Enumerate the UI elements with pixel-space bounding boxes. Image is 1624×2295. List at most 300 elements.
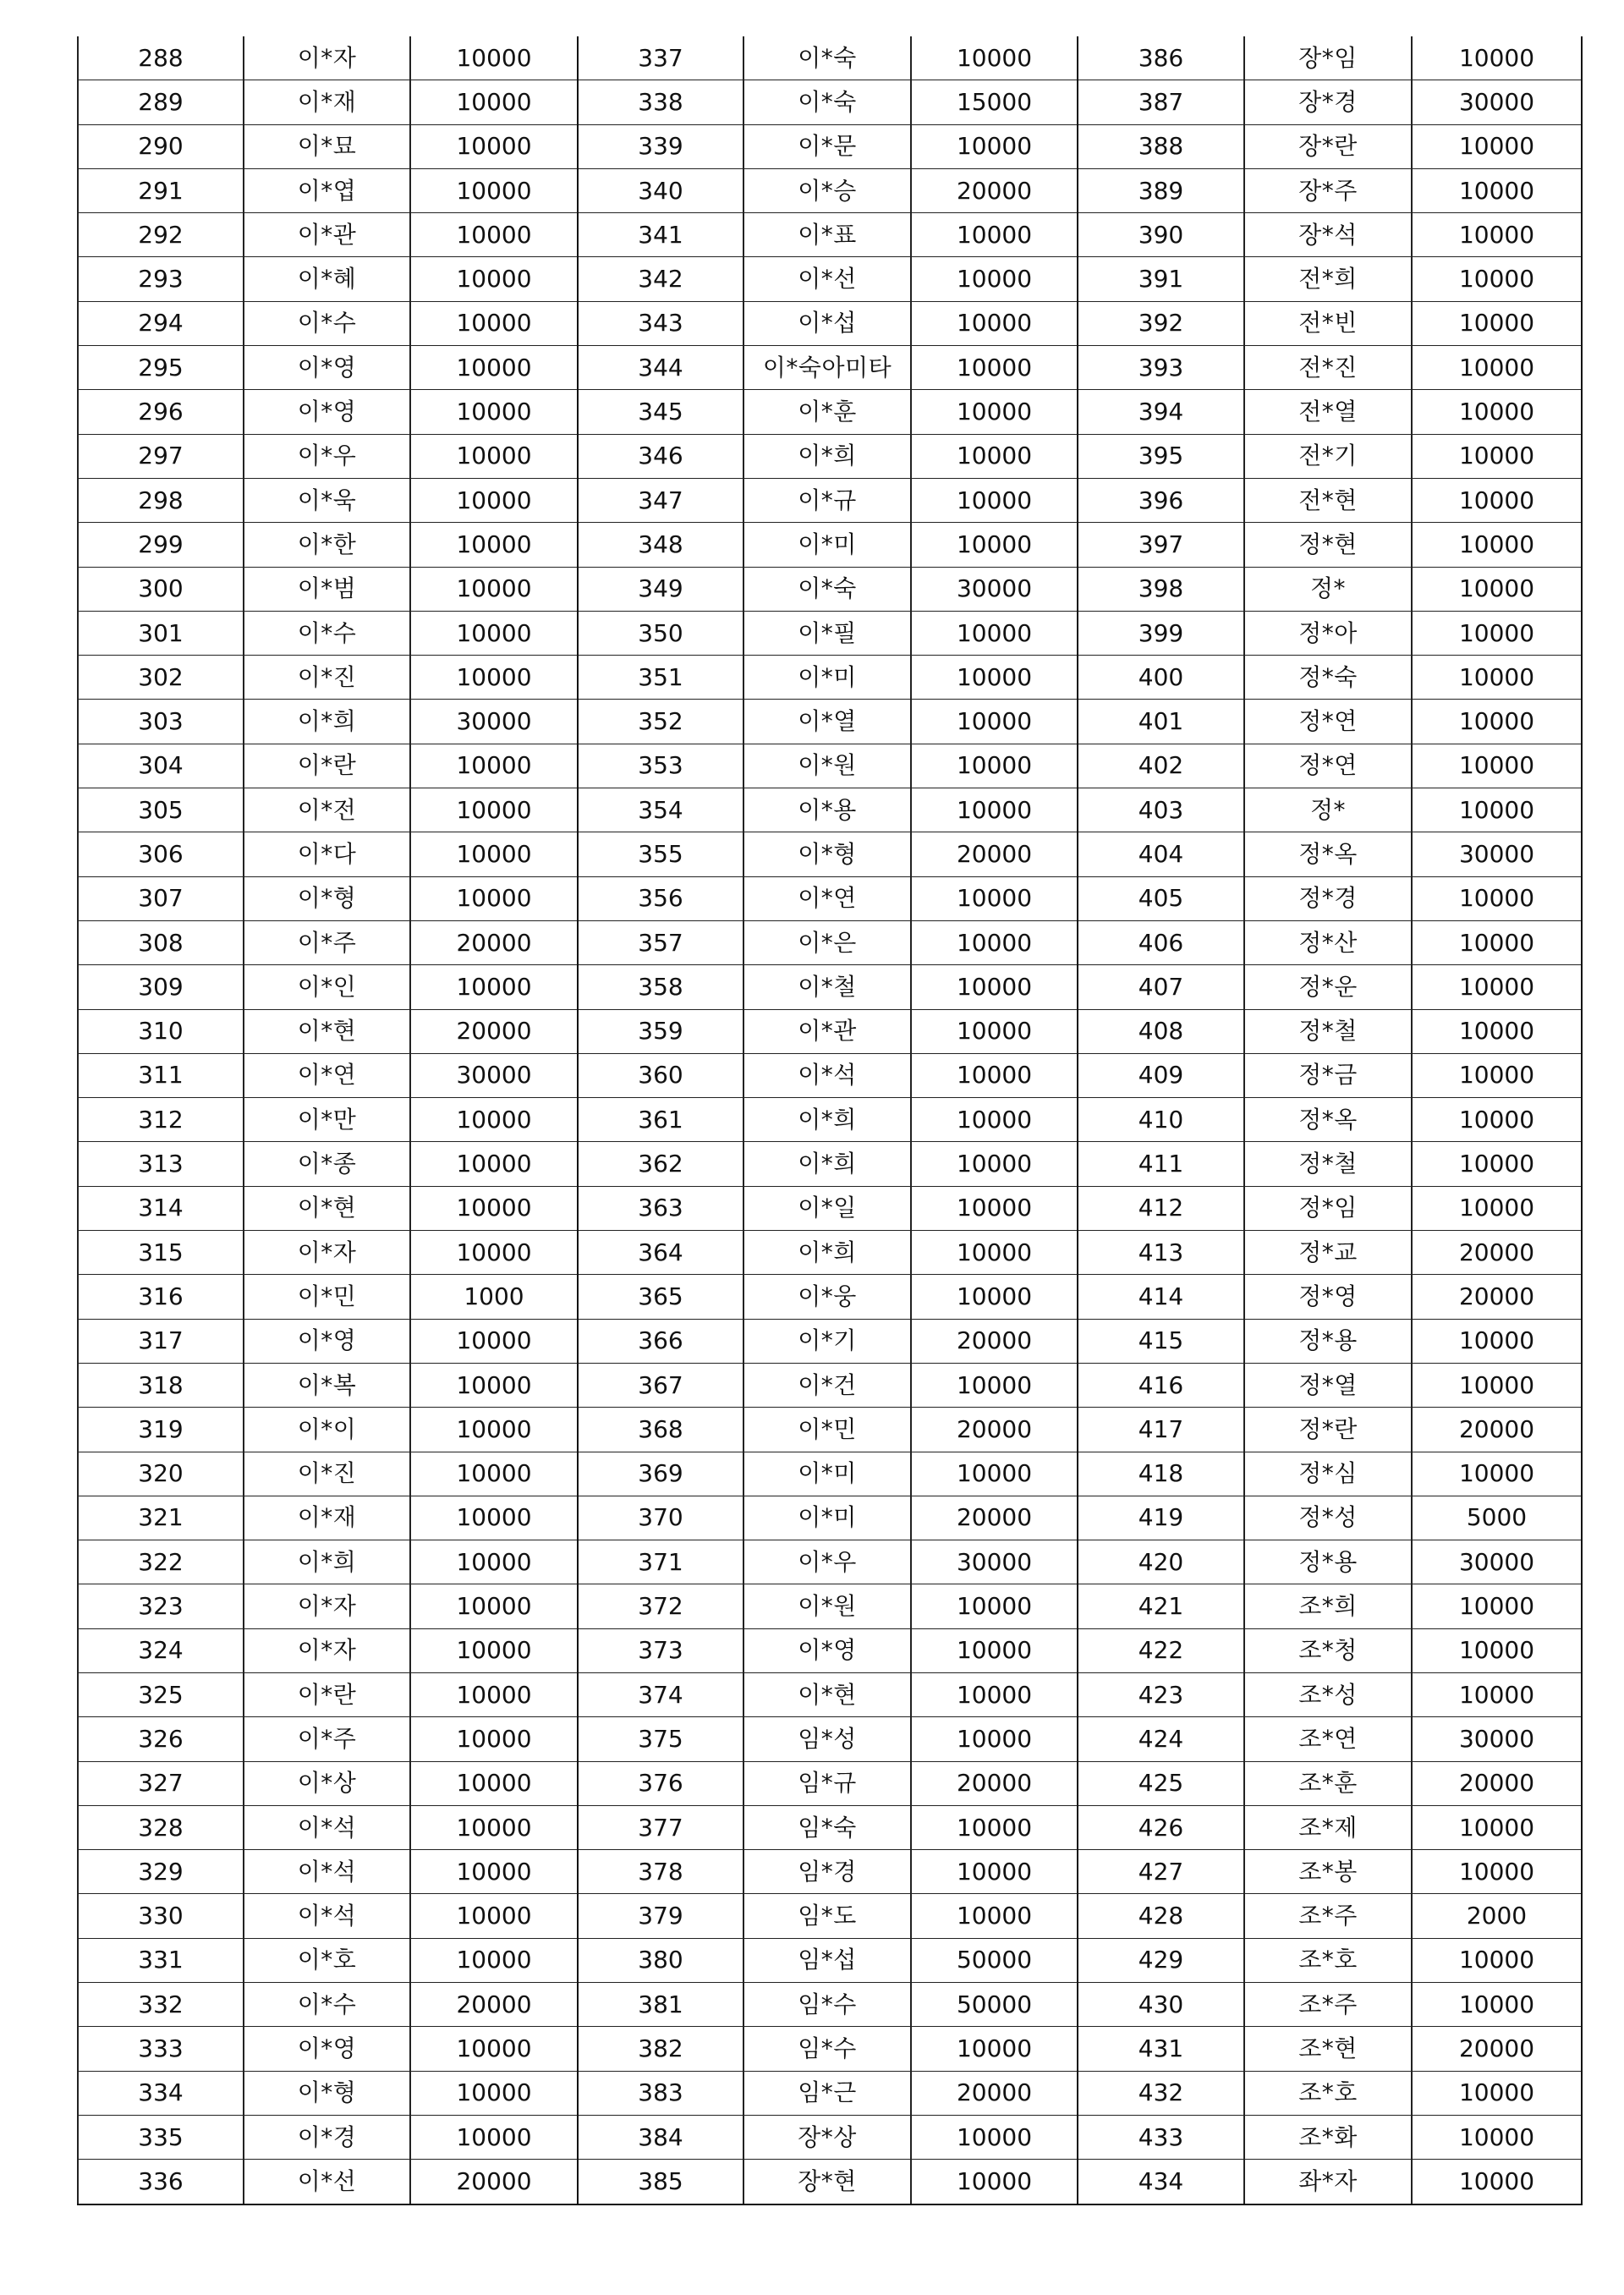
donor-number-cell: 310	[78, 1009, 244, 1053]
donor-number-cell: 351	[578, 656, 743, 700]
table-row	[78, 965, 1582, 1009]
donor-name-cell: 정*옥	[1244, 832, 1412, 876]
donation-amount-cell: 10000	[410, 1496, 578, 1540]
donor-name-cell: 정*연	[1244, 744, 1412, 788]
donation-amount-cell: 15000	[911, 80, 1078, 124]
donor-name-cell: 이*관	[743, 1009, 911, 1053]
donor-number-cell: 378	[578, 1850, 743, 1894]
donation-amount-cell: 10000	[911, 1363, 1078, 1407]
donor-number-cell: 404	[1078, 832, 1244, 876]
donor-name-cell: 정*옥	[1244, 1098, 1412, 1142]
table-row	[78, 478, 1582, 522]
donor-name-cell: 이*숙	[743, 36, 911, 80]
donor-number-cell: 337	[578, 36, 743, 80]
donor-name-cell: 이*란	[244, 1672, 410, 1716]
donation-amount-cell: 20000	[410, 1009, 578, 1053]
donor-name-cell: 정*현	[1244, 523, 1412, 567]
donor-name-cell: 정*산	[1244, 920, 1412, 964]
donor-number-cell: 356	[578, 876, 743, 920]
donation-amount-cell: 10000	[410, 832, 578, 876]
table-row	[78, 168, 1582, 212]
donor-number-cell: 401	[1078, 700, 1244, 744]
donor-name-cell: 이*인	[244, 965, 410, 1009]
donor-name-cell: 이*진	[244, 656, 410, 700]
donor-number-cell: 353	[578, 744, 743, 788]
donation-amount-cell: 1000	[410, 1275, 578, 1319]
table-row	[78, 700, 1582, 744]
donor-name-cell: 정*숙	[1244, 656, 1412, 700]
donor-name-cell: 이*원	[743, 744, 911, 788]
donation-amount-cell: 10000	[911, 1850, 1078, 1894]
table-row	[78, 656, 1582, 700]
donor-name-cell: 장*경	[1244, 80, 1412, 124]
donor-number-cell: 386	[1078, 36, 1244, 80]
table-row	[78, 1938, 1582, 1982]
donor-number-cell: 421	[1078, 1584, 1244, 1628]
donor-name-cell: 정*열	[1244, 1363, 1412, 1407]
donor-number-cell: 363	[578, 1186, 743, 1230]
donation-amount-cell: 10000	[911, 2160, 1078, 2204]
donor-name-cell: 임*수	[743, 2027, 911, 2071]
donor-number-cell: 304	[78, 744, 244, 788]
donation-amount-cell: 10000	[911, 920, 1078, 964]
donor-number-cell: 303	[78, 700, 244, 744]
donation-amount-cell: 50000	[911, 1983, 1078, 2027]
table-row	[78, 876, 1582, 920]
donor-number-cell: 311	[78, 1053, 244, 1097]
donor-number-cell: 358	[578, 965, 743, 1009]
donor-number-cell: 315	[78, 1231, 244, 1275]
donation-amount-cell: 10000	[410, 434, 578, 478]
table-row	[78, 257, 1582, 301]
donor-name-cell: 조*희	[1244, 1584, 1412, 1628]
donor-number-cell: 355	[578, 832, 743, 876]
donor-number-cell: 388	[1078, 124, 1244, 168]
donation-amount-cell: 10000	[911, 1894, 1078, 1938]
donor-number-cell: 395	[1078, 434, 1244, 478]
donor-name-cell: 이*재	[244, 80, 410, 124]
donation-amount-cell: 10000	[911, 1672, 1078, 1716]
donor-number-cell: 376	[578, 1761, 743, 1805]
donation-amount-cell: 30000	[410, 700, 578, 744]
donor-name-cell: 이*전	[244, 788, 410, 832]
donor-number-cell: 362	[578, 1142, 743, 1186]
table-row	[78, 1009, 1582, 1053]
donor-name-cell: 이*묘	[244, 124, 410, 168]
donor-name-cell: 이*수	[244, 1983, 410, 2027]
donor-number-cell: 390	[1078, 213, 1244, 257]
donor-number-cell: 345	[578, 390, 743, 434]
donor-name-cell: 이*우	[743, 1540, 911, 1584]
donation-amount-cell: 10000	[1412, 1142, 1582, 1186]
donor-list-body	[78, 36, 1582, 2204]
table-row	[78, 1142, 1582, 1186]
donor-name-cell: 이*호	[244, 1938, 410, 1982]
table-row	[78, 832, 1582, 876]
donor-name-cell: 이*표	[743, 213, 911, 257]
donor-number-cell: 384	[578, 2115, 743, 2159]
donor-name-cell: 이*현	[244, 1009, 410, 1053]
donor-name-cell: 이*다	[244, 832, 410, 876]
donor-number-cell: 335	[78, 2115, 244, 2159]
donor-name-cell: 이*필	[743, 611, 911, 655]
donor-name-cell: 이*재	[244, 1496, 410, 1540]
donor-number-cell: 341	[578, 213, 743, 257]
donor-name-cell: 이*희	[743, 434, 911, 478]
donor-number-cell: 428	[1078, 1894, 1244, 1938]
donation-amount-cell: 30000	[1412, 1540, 1582, 1584]
donation-amount-cell: 10000	[1412, 1186, 1582, 1230]
donor-number-cell: 419	[1078, 1496, 1244, 1540]
donation-amount-cell: 10000	[911, 2115, 1078, 2159]
donor-number-cell: 429	[1078, 1938, 1244, 1982]
donor-name-cell: 이*민	[244, 1275, 410, 1319]
donor-number-cell: 322	[78, 1540, 244, 1584]
donation-amount-cell: 30000	[410, 1053, 578, 1097]
donation-amount-cell: 30000	[1412, 1717, 1582, 1761]
donor-number-cell: 398	[1078, 567, 1244, 611]
donor-name-cell: 이*승	[743, 168, 911, 212]
table-row	[78, 1717, 1582, 1761]
donation-amount-cell: 10000	[1412, 36, 1582, 80]
donation-amount-cell: 10000	[911, 36, 1078, 80]
table-row	[78, 567, 1582, 611]
table-row	[78, 1761, 1582, 1805]
donor-number-cell: 327	[78, 1761, 244, 1805]
donation-amount-cell: 10000	[1412, 656, 1582, 700]
donor-number-cell: 357	[578, 920, 743, 964]
donor-number-cell: 340	[578, 168, 743, 212]
donation-amount-cell: 20000	[410, 2160, 578, 2204]
donor-number-cell: 309	[78, 965, 244, 1009]
donor-number-cell: 328	[78, 1805, 244, 1849]
donation-amount-cell: 10000	[410, 1142, 578, 1186]
donation-amount-cell: 10000	[911, 301, 1078, 345]
donation-amount-cell: 10000	[911, 1805, 1078, 1849]
donation-amount-cell: 10000	[911, 1098, 1078, 1142]
donor-number-cell: 426	[1078, 1805, 1244, 1849]
donor-name-cell: 정*심	[1244, 1452, 1412, 1496]
table-row	[78, 1186, 1582, 1230]
donation-amount-cell: 30000	[1412, 80, 1582, 124]
donation-amount-cell: 10000	[410, 346, 578, 390]
donor-number-cell: 294	[78, 301, 244, 345]
donor-number-cell: 301	[78, 611, 244, 655]
donor-number-cell: 377	[578, 1805, 743, 1849]
donation-amount-cell: 10000	[1412, 2071, 1582, 2115]
donor-number-cell: 332	[78, 1983, 244, 2027]
donor-number-cell: 312	[78, 1098, 244, 1142]
donation-amount-cell: 10000	[911, 257, 1078, 301]
table-row	[78, 2115, 1582, 2159]
donor-name-cell: 조*봉	[1244, 1850, 1412, 1894]
donation-amount-cell: 10000	[1412, 700, 1582, 744]
donation-amount-cell: 10000	[1412, 1009, 1582, 1053]
table-row	[78, 788, 1582, 832]
donation-amount-cell: 10000	[410, 1717, 578, 1761]
donor-number-cell: 334	[78, 2071, 244, 2115]
donor-name-cell: 정*용	[1244, 1540, 1412, 1584]
donation-amount-cell: 10000	[410, 1672, 578, 1716]
donor-number-cell: 359	[578, 1009, 743, 1053]
donor-name-cell: 이*복	[244, 1363, 410, 1407]
donor-number-cell: 406	[1078, 920, 1244, 964]
donor-list-table	[77, 36, 1583, 2205]
table-row	[78, 1319, 1582, 1363]
donor-name-cell: 이*숙	[743, 567, 911, 611]
donation-amount-cell: 10000	[911, 124, 1078, 168]
donor-name-cell: 이*은	[743, 920, 911, 964]
table-row	[78, 920, 1582, 964]
donation-amount-cell: 30000	[911, 567, 1078, 611]
donation-amount-cell: 10000	[1412, 1584, 1582, 1628]
donation-amount-cell: 10000	[410, 1628, 578, 1672]
donor-name-cell: 이*한	[244, 523, 410, 567]
donation-amount-cell: 20000	[911, 1319, 1078, 1363]
table-row	[78, 2071, 1582, 2115]
donor-name-cell: 정*철	[1244, 1142, 1412, 1186]
donor-name-cell: 장*임	[1244, 36, 1412, 80]
donor-name-cell: 이*자	[244, 1231, 410, 1275]
donation-amount-cell: 20000	[911, 1496, 1078, 1540]
donor-name-cell: 임*도	[743, 1894, 911, 1938]
table-row	[78, 213, 1582, 257]
donor-name-cell: 이*용	[743, 788, 911, 832]
donor-name-cell: 이*우	[244, 434, 410, 478]
donor-number-cell: 344	[578, 346, 743, 390]
donation-amount-cell: 10000	[911, 1009, 1078, 1053]
donor-number-cell: 308	[78, 920, 244, 964]
donor-name-cell: 조*연	[1244, 1717, 1412, 1761]
donor-number-cell: 400	[1078, 656, 1244, 700]
donor-number-cell: 318	[78, 1363, 244, 1407]
donor-number-cell: 387	[1078, 80, 1244, 124]
donation-amount-cell: 20000	[911, 1761, 1078, 1805]
donor-number-cell: 305	[78, 788, 244, 832]
table-row	[78, 1231, 1582, 1275]
donor-number-cell: 414	[1078, 1275, 1244, 1319]
donor-name-cell: 정*란	[1244, 1408, 1412, 1452]
donor-name-cell: 이*미	[743, 1496, 911, 1540]
donor-name-cell: 조*호	[1244, 2071, 1412, 2115]
donor-name-cell: 이*현	[743, 1672, 911, 1716]
donor-name-cell: 이*엽	[244, 168, 410, 212]
donor-name-cell: 조*주	[1244, 1894, 1412, 1938]
donation-amount-cell: 10000	[410, 124, 578, 168]
donation-amount-cell: 10000	[911, 876, 1078, 920]
donation-amount-cell: 10000	[410, 1805, 578, 1849]
donor-name-cell: 장*석	[1244, 213, 1412, 257]
donor-number-cell: 307	[78, 876, 244, 920]
donor-name-cell: 이*선	[244, 2160, 410, 2204]
donation-amount-cell: 20000	[911, 1408, 1078, 1452]
donation-amount-cell: 10000	[410, 1231, 578, 1275]
donation-amount-cell: 5000	[1412, 1496, 1582, 1540]
donor-number-cell: 375	[578, 1717, 743, 1761]
donor-number-cell: 339	[578, 124, 743, 168]
table-row	[78, 1672, 1582, 1716]
donor-name-cell: 장*현	[743, 2160, 911, 2204]
donor-name-cell: 이*희	[244, 700, 410, 744]
donor-number-cell: 394	[1078, 390, 1244, 434]
donation-amount-cell: 30000	[1412, 832, 1582, 876]
donation-amount-cell: 10000	[1412, 478, 1582, 522]
donation-amount-cell: 10000	[911, 346, 1078, 390]
donor-name-cell: 이*수	[244, 301, 410, 345]
donation-amount-cell: 20000	[1412, 2027, 1582, 2071]
table-row	[78, 1805, 1582, 1849]
donor-number-cell: 293	[78, 257, 244, 301]
table-row	[78, 1452, 1582, 1496]
table-row	[78, 2027, 1582, 2071]
donation-amount-cell: 10000	[410, 876, 578, 920]
donation-amount-cell: 10000	[1412, 1672, 1582, 1716]
donation-amount-cell: 10000	[410, 478, 578, 522]
donor-name-cell: 이*선	[743, 257, 911, 301]
donation-amount-cell: 20000	[1412, 1231, 1582, 1275]
donor-number-cell: 347	[578, 478, 743, 522]
table-row	[78, 1098, 1582, 1142]
donor-number-cell: 366	[578, 1319, 743, 1363]
donation-amount-cell: 10000	[911, 1452, 1078, 1496]
donor-name-cell: 정*금	[1244, 1053, 1412, 1097]
donor-number-cell: 329	[78, 1850, 244, 1894]
donor-name-cell: 이*주	[244, 1717, 410, 1761]
donation-amount-cell: 10000	[410, 2071, 578, 2115]
donor-number-cell: 333	[78, 2027, 244, 2071]
table-row	[78, 2160, 1582, 2204]
donor-number-cell: 416	[1078, 1363, 1244, 1407]
donation-amount-cell: 10000	[1412, 2160, 1582, 2204]
donor-name-cell: 조*주	[1244, 1983, 1412, 2027]
donor-number-cell: 342	[578, 257, 743, 301]
donor-name-cell: 이*혜	[244, 257, 410, 301]
donation-amount-cell: 10000	[1412, 390, 1582, 434]
donor-name-cell: 이*석	[244, 1894, 410, 1938]
donor-number-cell: 360	[578, 1053, 743, 1097]
donor-number-cell: 413	[1078, 1231, 1244, 1275]
donation-amount-cell: 30000	[911, 1540, 1078, 1584]
donor-number-cell: 314	[78, 1186, 244, 1230]
donor-number-cell: 425	[1078, 1761, 1244, 1805]
donation-amount-cell: 10000	[911, 1053, 1078, 1097]
donor-name-cell: 이*섭	[743, 301, 911, 345]
donation-amount-cell: 10000	[1412, 434, 1582, 478]
donor-number-cell: 412	[1078, 1186, 1244, 1230]
donation-amount-cell: 10000	[410, 788, 578, 832]
donor-name-cell: 이*영	[244, 2027, 410, 2071]
donation-amount-cell: 10000	[1412, 1452, 1582, 1496]
donation-amount-cell: 10000	[410, 1894, 578, 1938]
donor-name-cell: 이*상	[244, 1761, 410, 1805]
donor-number-cell: 336	[78, 2160, 244, 2204]
donor-name-cell: 이*희	[743, 1098, 911, 1142]
donation-amount-cell: 10000	[911, 744, 1078, 788]
donation-amount-cell: 10000	[410, 1761, 578, 1805]
donor-number-cell: 348	[578, 523, 743, 567]
donor-number-cell: 391	[1078, 257, 1244, 301]
table-row	[78, 1275, 1582, 1319]
donation-amount-cell: 10000	[911, 965, 1078, 1009]
donation-amount-cell: 10000	[410, 1584, 578, 1628]
donor-number-cell: 302	[78, 656, 244, 700]
donor-name-cell: 이*문	[743, 124, 911, 168]
donation-amount-cell: 10000	[1412, 1628, 1582, 1672]
donation-amount-cell: 10000	[911, 1186, 1078, 1230]
table-row	[78, 1628, 1582, 1672]
donor-number-cell: 381	[578, 1983, 743, 2027]
donation-amount-cell: 10000	[1412, 301, 1582, 345]
donor-number-cell: 338	[578, 80, 743, 124]
donation-amount-cell: 10000	[410, 567, 578, 611]
donation-amount-cell: 10000	[410, 80, 578, 124]
donation-amount-cell: 10000	[1412, 1053, 1582, 1097]
donor-number-cell: 415	[1078, 1319, 1244, 1363]
donation-amount-cell: 10000	[911, 700, 1078, 744]
donor-name-cell: 조*현	[1244, 2027, 1412, 2071]
donor-name-cell: 임*경	[743, 1850, 911, 1894]
table-row	[78, 1584, 1582, 1628]
table-row	[78, 1540, 1582, 1584]
donor-number-cell: 300	[78, 567, 244, 611]
donor-number-cell: 306	[78, 832, 244, 876]
table-row	[78, 434, 1582, 478]
donor-name-cell: 이*수	[244, 611, 410, 655]
donor-number-cell: 397	[1078, 523, 1244, 567]
donor-number-cell: 431	[1078, 2027, 1244, 2071]
donor-number-cell: 396	[1078, 478, 1244, 522]
donor-name-cell: 이*석	[244, 1805, 410, 1849]
table-row	[78, 1894, 1582, 1938]
donor-name-cell: 전*희	[1244, 257, 1412, 301]
donor-name-cell: 이*범	[244, 567, 410, 611]
donation-amount-cell: 10000	[911, 1275, 1078, 1319]
donor-name-cell: 이*자	[244, 36, 410, 80]
donation-amount-cell: 10000	[410, 744, 578, 788]
donor-number-cell: 418	[1078, 1452, 1244, 1496]
donor-name-cell: 임*숙	[743, 1805, 911, 1849]
donation-amount-cell: 20000	[410, 1983, 578, 2027]
table-row	[78, 1983, 1582, 2027]
donation-amount-cell: 10000	[410, 611, 578, 655]
donor-number-cell: 331	[78, 1938, 244, 1982]
donor-name-cell: 전*열	[1244, 390, 1412, 434]
table-row	[78, 1496, 1582, 1540]
donor-name-cell: 이*연	[244, 1053, 410, 1097]
donor-number-cell: 393	[1078, 346, 1244, 390]
donor-number-cell: 407	[1078, 965, 1244, 1009]
donor-number-cell: 297	[78, 434, 244, 478]
donor-name-cell: 이*미	[743, 1452, 911, 1496]
donor-number-cell: 433	[1078, 2115, 1244, 2159]
donation-amount-cell: 10000	[1412, 744, 1582, 788]
donation-amount-cell: 50000	[911, 1938, 1078, 1982]
table-row	[78, 1363, 1582, 1407]
donor-number-cell: 295	[78, 346, 244, 390]
donor-name-cell: 좌*자	[1244, 2160, 1412, 2204]
donor-name-cell: 조*제	[1244, 1805, 1412, 1849]
donation-amount-cell: 10000	[410, 390, 578, 434]
donor-number-cell: 434	[1078, 2160, 1244, 2204]
donor-name-cell: 이*영	[244, 390, 410, 434]
donation-amount-cell: 20000	[911, 2071, 1078, 2115]
donor-name-cell: 조*훈	[1244, 1761, 1412, 1805]
donor-name-cell: 이*원	[743, 1584, 911, 1628]
donor-number-cell: 354	[578, 788, 743, 832]
donor-name-cell: 전*현	[1244, 478, 1412, 522]
donation-amount-cell: 10000	[1412, 1319, 1582, 1363]
donor-name-cell: 이*란	[244, 744, 410, 788]
